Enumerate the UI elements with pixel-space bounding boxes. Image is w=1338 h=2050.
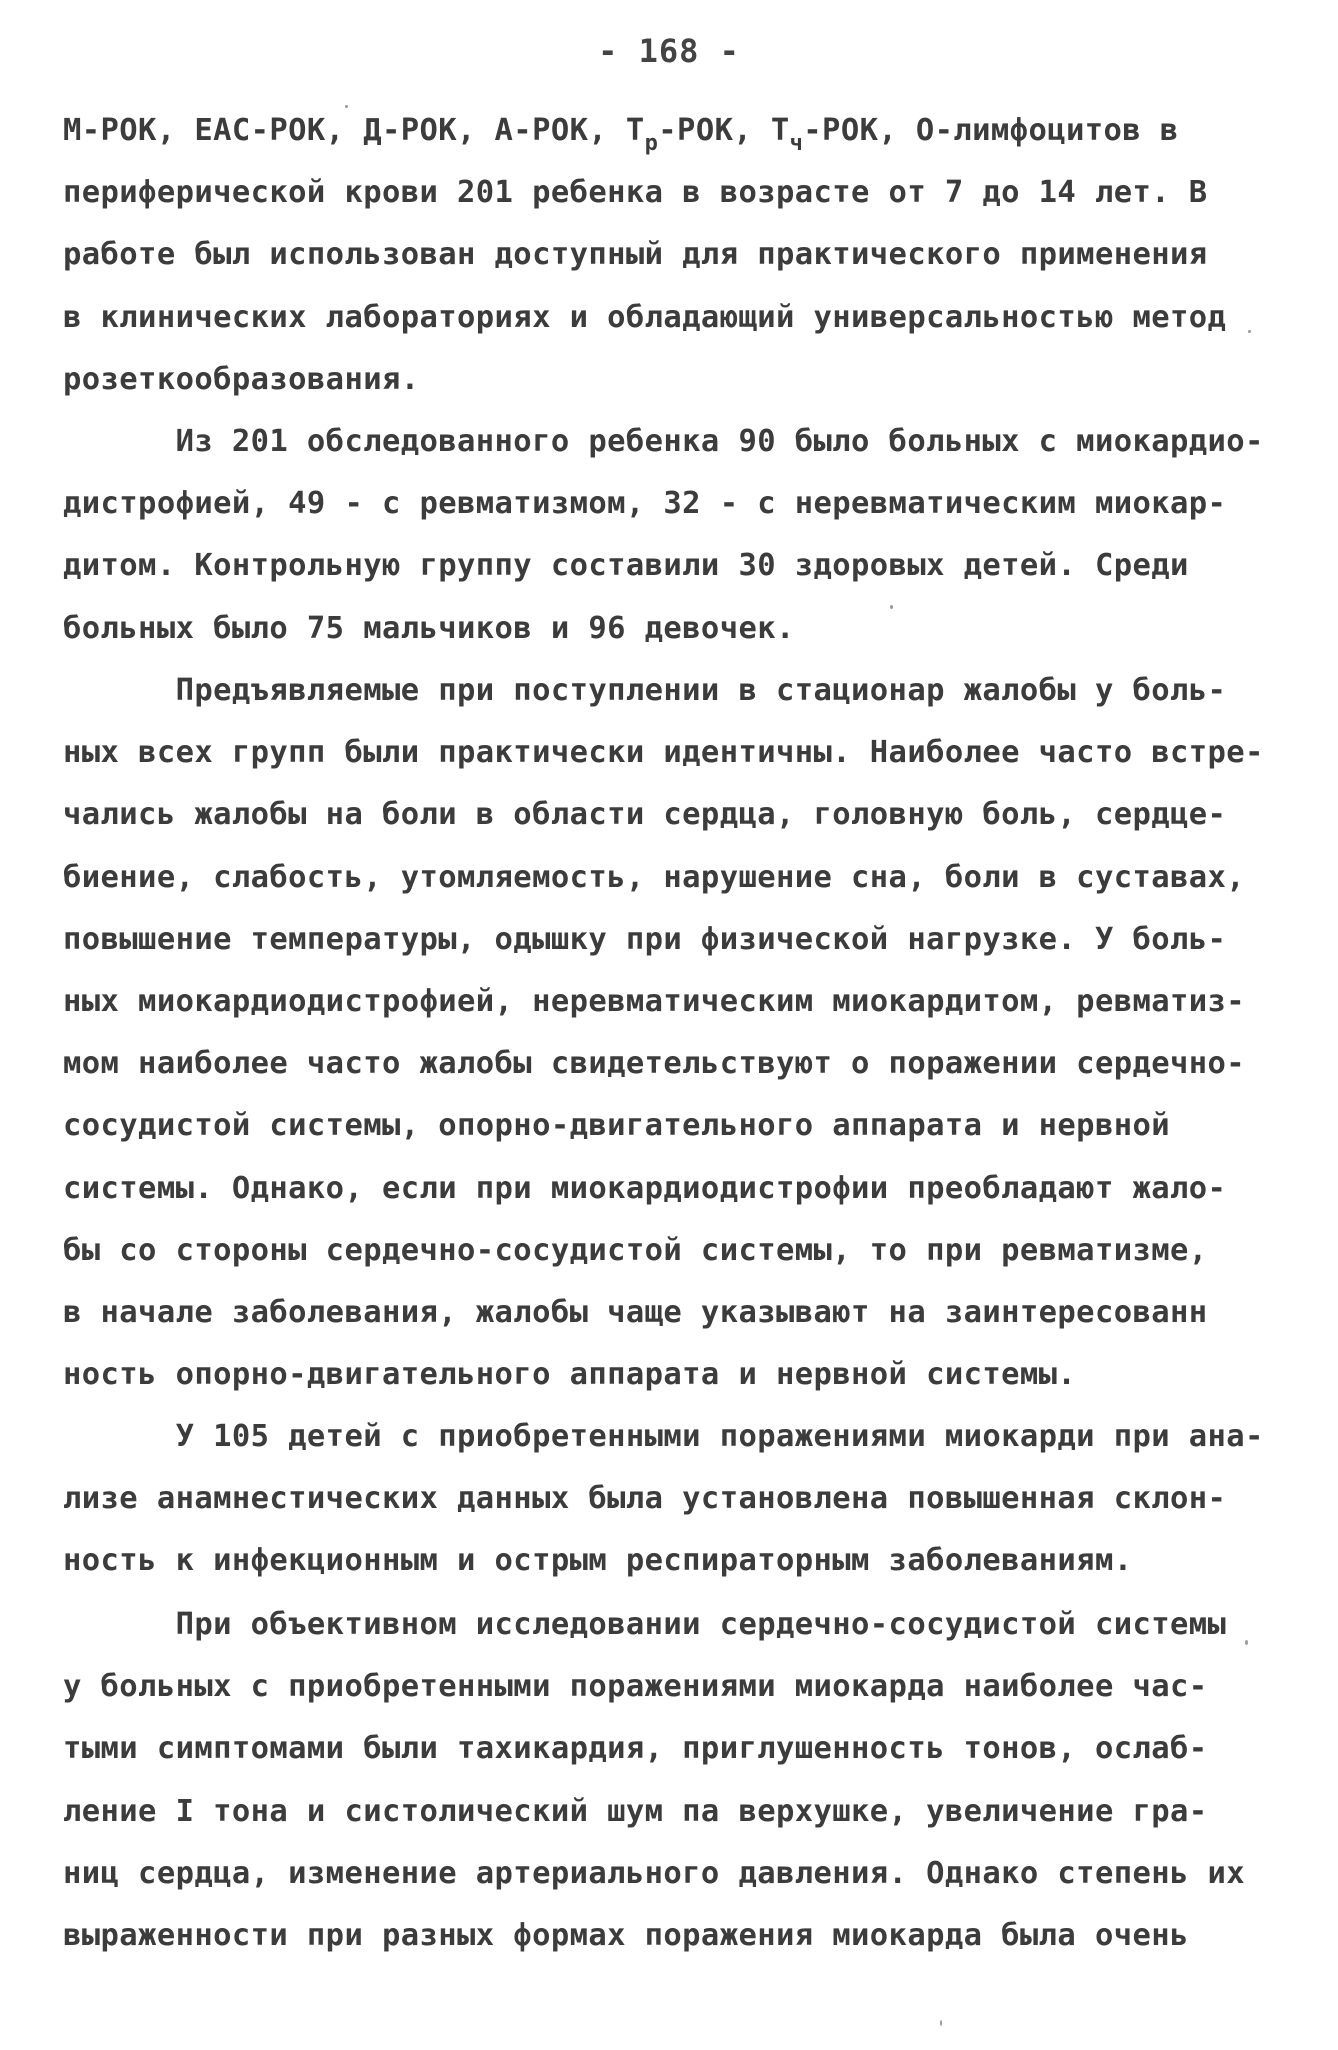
text-line: в начале заболевания, жалобы чаще указывают на заинтересованн [63,1294,1208,1330]
text-line: ниц сердца, изменение артериального давления. Однако степень их [63,1855,1246,1891]
text-line: тыми симптомами были тахикардия, приглушенность тонов, ослаб- [63,1731,1208,1767]
text-line: периферической крови 201 ребенка в возрасте от 7 до 14 лет. В [63,175,1208,211]
scan-speck [940,2020,942,2026]
paragraph-complaints [63,660,1263,1406]
text-line: ных всех групп были практически идентичны. Наиболее часто встре- [63,735,1264,771]
text-line: М-РОК, ЕАС-РОК, Д-РОК, А-РОК, $Т_р$-РОК, $Т_ч$-РОК, О-лимфоцитов в [63,113,1179,156]
scan-speck [345,105,348,108]
scan-speck [1245,1640,1248,1645]
text-line: бы со стороны сердечно-сосудистой системы, то при ревматизме, [63,1232,1208,1268]
text-line: сосудистой системы, опорно-двигательного аппарата и нервной [63,1108,1170,1144]
text-line: повышение температуры, одышку при физической нагрузке. У боль- [63,921,1227,957]
text-line: Предъявляемые при поступлении в стационар жалобы у боль- [63,673,1227,708]
text-line: ных миокардиодистрофией, неревматическим миокардитом, ревматиз- [63,983,1246,1019]
text-line: розеткообразования. [63,361,420,397]
paragraph-objective-exam [63,1594,1263,1967]
text-line: лизе анамнестических данных была установлена повышенная склон- [63,1481,1227,1517]
text-line: мом наиболее часто жалобы свидетельствуют о поражении сердечно- [63,1046,1246,1082]
text-line: у больных с приобретенными поражениями миокарда наиболее час- [63,1669,1208,1705]
text-line: дистрофией, 49 - с ревматизмом, 32 - с неревматическим миокар- [63,486,1227,522]
paragraph-anamnesis [63,1406,1263,1593]
text-line: У 105 детей с приобретенными поражениями миокарди при ана- [63,1419,1264,1454]
text-line: биение, слабость, утомляемость, нарушение сна, боли в суставах, [63,859,1246,895]
page-number: - 168 - [598,32,740,70]
paragraph-patient-groups [63,411,1263,660]
text-line: ление I тона и систолический шум па верхушке, увеличение гра- [63,1793,1208,1829]
text-line: в клинических лабораториях и обладающий универсальностью метод [63,299,1227,335]
text-line: дитом. Контрольную группу составили 30 здоровых детей. Среди [63,548,1189,584]
text-line: При объективном исследовании сердечно-сосудистой системы [63,1607,1227,1642]
text-line: ность опорно-двигательного аппарата и нервной системы. [63,1357,1077,1393]
text-line: чались жалобы на боли в области сердца, головную боль, сердце- [63,797,1227,833]
scan-speck [1248,330,1251,333]
text-line: работе был использован доступный для практического применения [63,237,1208,273]
text-line: выраженности при разных формах поражения миокарда была очень [63,1917,1189,1953]
scan-speck [890,605,893,609]
text-line: ность к инфекционным и острым респираторным заболеваниям. [63,1543,1133,1579]
text-line: системы. Однако, если при миокардиодистрофии преобладают жало- [63,1170,1227,1206]
paragraph-lymphocytes [63,100,1263,411]
text-line: Из 201 обследованного ребенка 90 было больных с миокардио- [63,424,1264,459]
text-line: больных было 75 мальчиков и 96 девочек. [63,610,795,646]
